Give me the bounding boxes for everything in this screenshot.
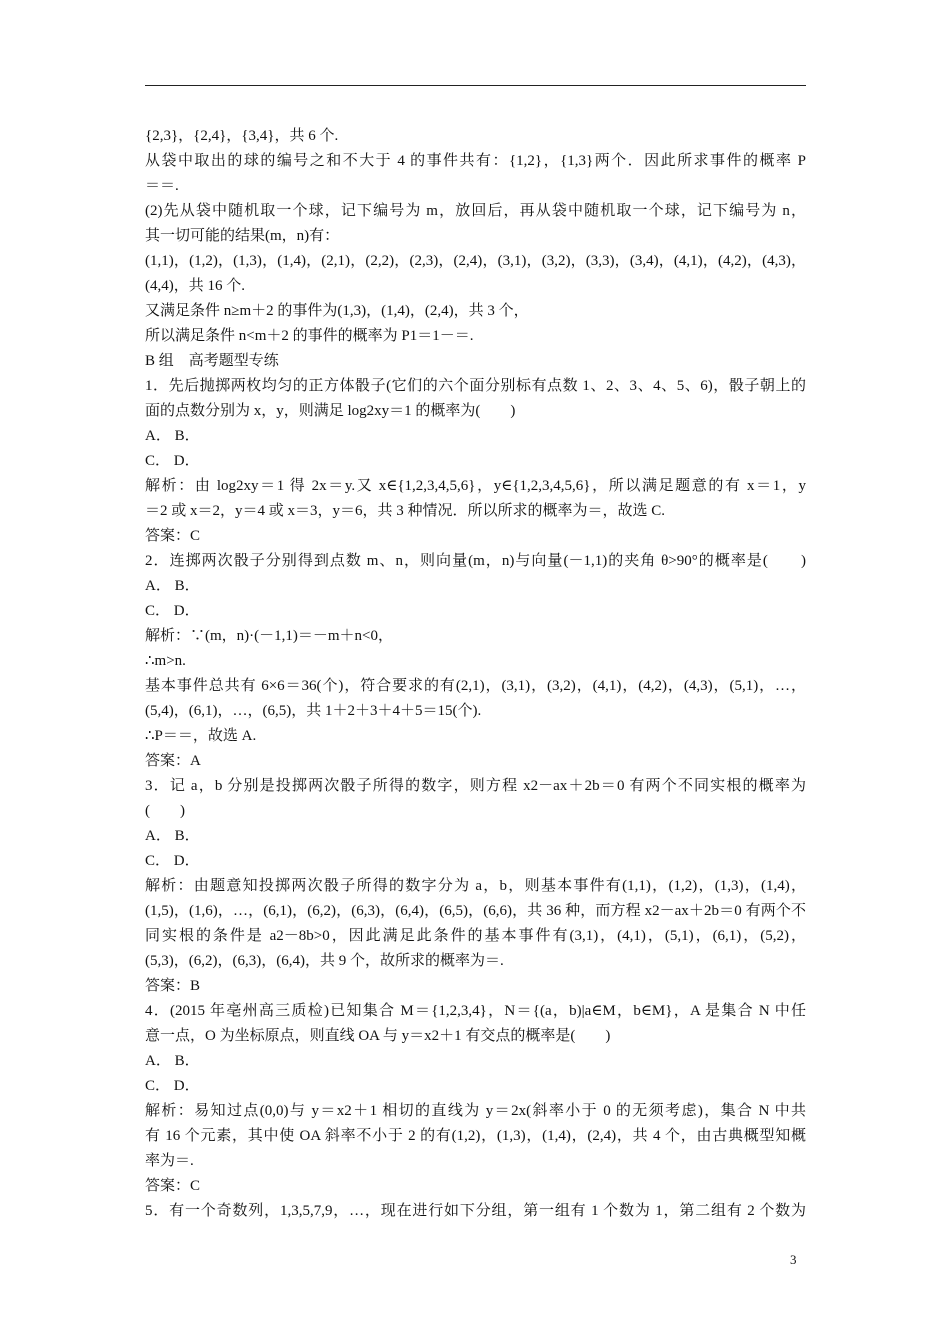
option-line: C． D．: [145, 603, 200, 619]
solution-line: 解析：易知过点(0,0)与 y＝x2＋1 相切的直线为 y＝2x(斜率小于 0 的无须考虑)，集合 N 中共: [145, 1103, 806, 1119]
question-line: 面的点数分别为 x，y，则满足 log2xy＝1 的概率为( ): [145, 403, 516, 419]
option-line: A． B．: [145, 828, 200, 844]
question-line: 2．连掷两次骰子分别得到点数 m、n，则向量(m，n)与向量(－1,1)的夹角 θ>90°的概率是( ): [145, 553, 806, 569]
text-line: (2)先从袋中随机取一个球，记下编号为 m，放回后，再从袋中随机取一个球，记下编号为 n，: [145, 203, 806, 219]
text-line: 又满足条件 n≥m＋2 的事件为(1,3)，(1,4)，(2,4)，共 3 个，: [145, 303, 529, 319]
solution-line: ∴P＝＝，故选 A.: [145, 728, 257, 744]
solution-line: (5,3)，(6,2)，(6,3)，(6,4)，共 9 个，故所求的概率为＝.: [145, 953, 504, 969]
solution-line: 有 16 个元素，其中使 OA 斜率不小于 2 的有(1,2)，(1,3)，(1,4)，(2,4)，共 4 个，由古典概型知概: [145, 1128, 806, 1144]
option-line: A． B．: [145, 428, 200, 444]
answer-line: 答案：B: [145, 978, 201, 994]
text-line: 所以满足条件 n<m＋2 的事件的概率为 P1＝1－＝.: [145, 328, 474, 344]
document-body: [145, 124, 806, 1224]
solution-line: (1,5)，(1,6)，…，(6,1)，(6,2)，(6,3)，(6,4)，(6,5)，(6,6)，共 36 种，而方程 x2－ax＋2b＝0 有两个不: [145, 903, 806, 919]
question-line: 4．(2015 年亳州高三质检)已知集合 M＝{1,2,3,4}，N＝{(a，b)|a∈M，b∈M}，A 是集合 N 中任: [145, 1003, 806, 1019]
text-line: 从袋中取出的球的编号之和不大于 4 的事件共有：{1,2}，{1,3}两个．因此所求事件的概率 P: [145, 153, 806, 169]
solution-line: (5,4)，(6,1)，…，(6,5)，共 1＋2＋3＋4＋5＝15(个).: [145, 703, 482, 719]
section-heading: B 组 高考题型专练: [145, 353, 279, 369]
question-line: 意一点，O 为坐标原点，则直线 OA 与 y＝x2＋1 有交点的概率是( ): [145, 1028, 611, 1044]
option-line: C． D．: [145, 453, 200, 469]
question-line: 3．记 a，b 分别是投掷两次骰子所得的数字，则方程 x2－ax＋2b＝0 有两个不同实根的概率为: [145, 778, 806, 794]
option-line: C． D．: [145, 853, 200, 869]
option-line: A． B．: [145, 578, 200, 594]
solution-line: 解析：由 log2xy＝1 得 2x＝y.又 x∈{1,2,3,4,5,6}，y∈{1,2,3,4,5,6}，所以满足题意的有 x＝1，y: [145, 478, 806, 494]
text-line: 其一切可能的结果(m，n)有：: [145, 228, 340, 244]
question-line: 5．有一个奇数列，1,3,5,7,9，…，现在进行如下分组，第一组有 1 个数为 1，第二组有 2 个数为: [145, 1203, 806, 1219]
solution-line: ∴m>n.: [145, 653, 186, 669]
solution-line: 解析：∵(m，n)·(－1,1)＝－m＋n<0，: [145, 628, 394, 644]
solution-line: 基本事件总共有 6×6＝36(个)，符合要求的有(2,1)，(3,1)，(3,2)，(4,1)，(4,2)，(4,3)，(5,1)，…，: [145, 678, 806, 694]
text-line: (4,4)，共 16 个.: [145, 278, 245, 294]
answer-line: 答案：C: [145, 528, 201, 544]
question-line: ( ): [145, 803, 185, 819]
solution-line: 解析：由题意知投掷两次骰子所得的数字分为 a，b，则基本事件有(1,1)，(1,2)，(1,3)，(1,4)，: [145, 878, 806, 894]
text-line: {2,3}，{2,4}，{3,4}，共 6 个.: [145, 128, 339, 144]
answer-line: 答案：A: [145, 753, 201, 769]
page-number: 3: [790, 1252, 797, 1267]
solution-line: 同实根的条件是 a2－8b>0，因此满足此条件的基本事件有(3,1)，(4,1)，(5,1)，(6,1)，(5,2)，: [145, 928, 806, 944]
solution-line: 率为＝.: [145, 1153, 194, 1169]
answer-line: 答案：C: [145, 1178, 201, 1194]
text-line: ＝＝.: [145, 178, 179, 194]
solution-line: ＝2 或 x＝2，y＝4 或 x＝3，y＝6，共 3 种情况．所以所求的概率为＝，故选 C.: [145, 503, 666, 519]
option-line: C． D．: [145, 1078, 200, 1094]
header-rule: [145, 85, 806, 86]
option-line: A． B．: [145, 1053, 200, 1069]
text-line: (1,1)，(1,2)，(1,3)，(1,4)，(2,1)，(2,2)，(2,3)，(2,4)，(3,1)，(3,2)，(3,3)，(3,4)，(4,1)，(4,2)，(4,3)，: [145, 253, 806, 269]
question-line: 1．先后抛掷两枚均匀的正方体骰子(它们的六个面分别标有点数 1、2、3、4、5、6)，骰子朝上的: [145, 378, 806, 394]
